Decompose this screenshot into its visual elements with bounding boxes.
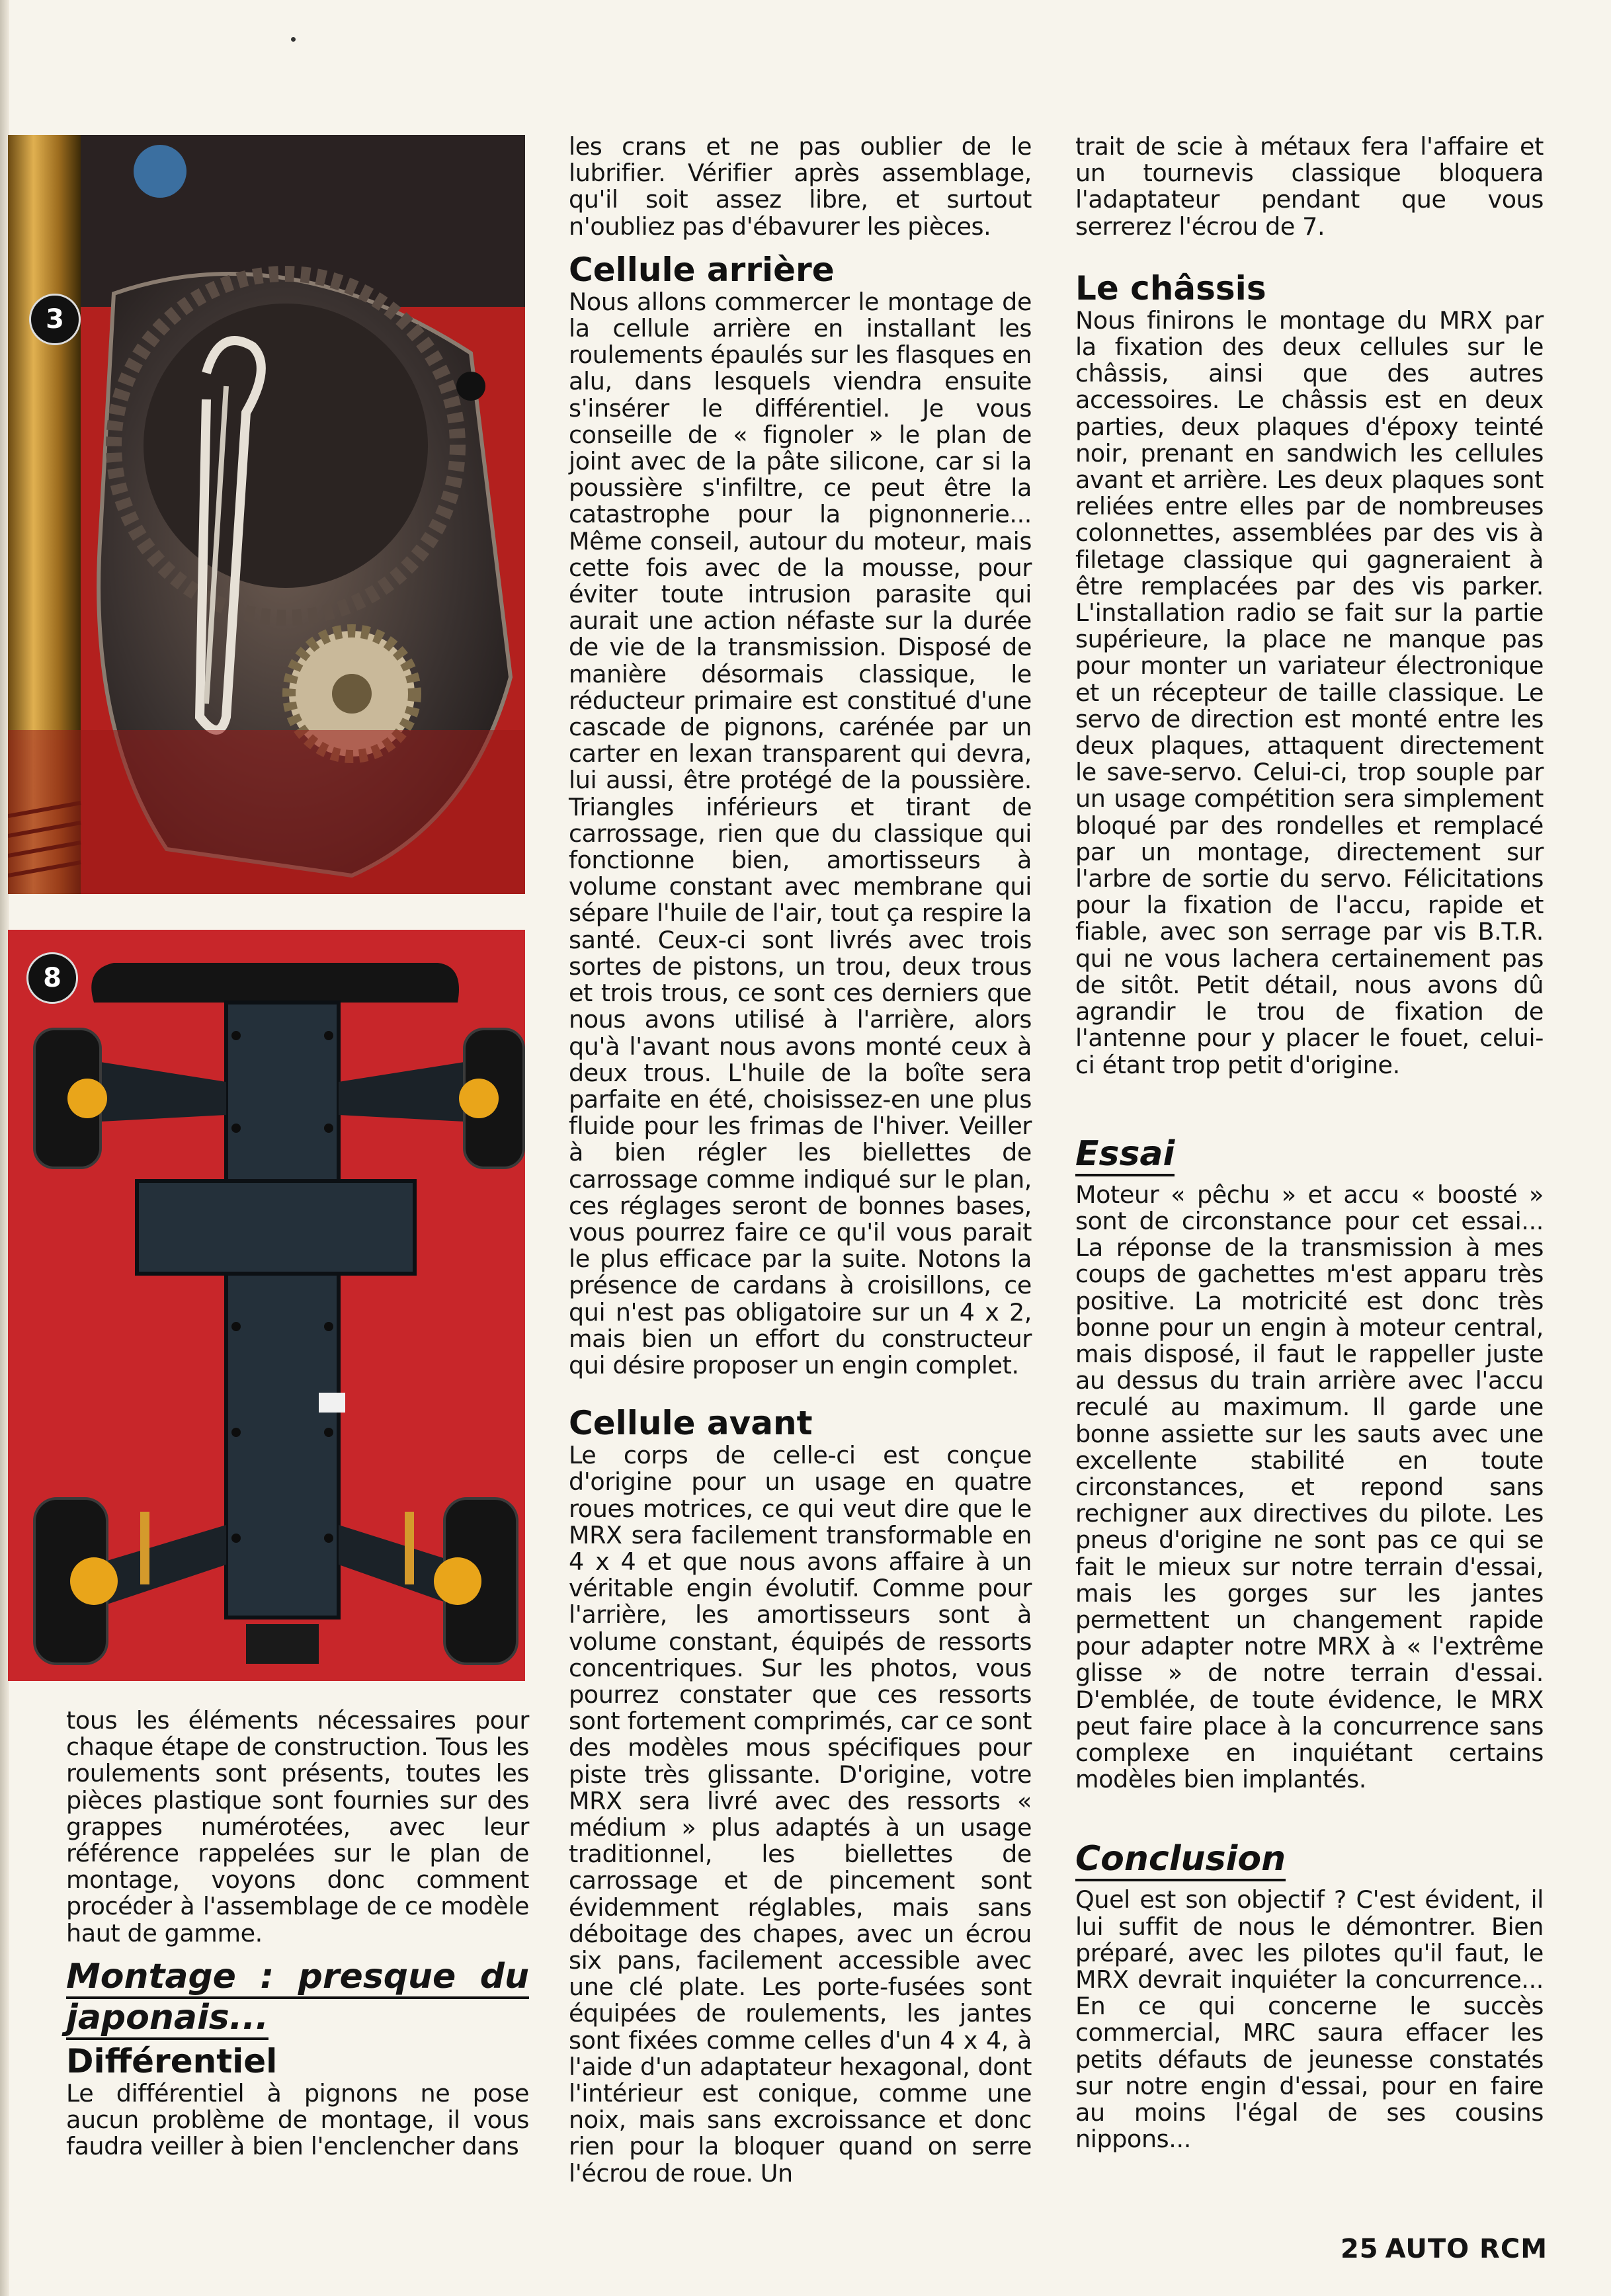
photo-chassis bbox=[8, 930, 525, 1681]
page-number: 25 bbox=[1340, 2234, 1379, 2264]
column-1 bbox=[66, 1707, 529, 2160]
gearbox-illustration bbox=[8, 135, 525, 894]
column-2 bbox=[569, 134, 1032, 2187]
photo-number-badge: 8 bbox=[26, 952, 78, 1004]
conclusion-paragraph: Quel est son objectif ? C'est évident, il lui suffit de nous le démontrer. Bien préparé, avec les pilotes qu'il faut, le MRX devrait inquiéter la concurrence... En ce qui concerne le succès commercial, MRC saura effacer les petits défauts de jeunesse constatés sur notre engin d'essai, pour en faire au moins l'égal de ses cousins nippons... bbox=[1075, 1885, 1544, 2154]
cellule-avant-paragraph: Le corps de celle-ci est conçue d'origine pour un usage en quatre roues motrices, ce qui veut dire que le MRX sera facilement transformable en 4 x 4 et que nous avons affaire à un véritable engin évolutif. Comme pour l'arrière, les amortisseurs sont à volume constant, équipés de ressorts concentriques. Sur les photos, vous pourrez constater que ces ressorts sont fortement comprimés, car ce sont des modèles mous spécifiques pour piste très glissante. D'origine, votre MRX sera livré avec des ressorts « médium » plus adaptés à un usage traditionnel, les biellettes de carrossage et de pincement sont évidemment réglables, mais sans déboitage des chapes, avec un écrou six pans, facilement accessible avec une clé plate. Les porte-fusées sont équipées de roulements, les jantes sont fixées comme celles d'un 4 x 4, à l'aide d'un adaptateur hexagonal, dont l'intérieur est conique, comme une noix, mais sans excroissance et donc rien pour la bloquer quand on serre l'écrou de roue. Un bbox=[569, 1441, 1032, 2188]
cellule-arriere-heading: Cellule arrière bbox=[569, 250, 835, 289]
cellule-arriere-paragraph: Nous allons commercer le montage de la cellule arrière en installant les roulements épaulés sur les flasques en alu, dans lesquels viendra ensuite s'insérer le différentiel. Je vous conseille de « fignoler » le plan de joint avec de la pâte silicone, car si la poussière s'infiltre, ce peut être la catastrophe pour la pignonnerie... Même conseil, autour du moteur, mais cette fois avec de la mousse, pour éviter toute intrusion parasite qui aurait une action néfaste sur la durée de vie de la transmission. Disposé de manière désormais classique, le réducteur primaire est constitué d'une cascade de pignons, carénée par un carter en lexan transparent qui devra, lui aussi, être protégé de la poussière. Triangles inférieurs et tirant de carrossage, rien que du classique qui fonctionne bien, amortisseurs à volume constant avec membrane qui sépare l'huile de l'air, tout ça respire la santé. Ceux-ci sont livrés avec trois sortes de pistons, un trou, deux trous et trois trous, ce sont ces derniers que nous avons utilisé à l'arrière, alors qu'à l'avant nous avons monté ceux à deux trous. L'huile de la boîte sera parfaite en été, choisissez-en une plus fluide pour les frimas de l'hiver. Veiller à bien régler les biellettes de carrossage comme indiqué sur le plan, ces réglages seront de bonnes bases, vous pourrez faire ce qu'il vous parait le plus efficace par la suite. Notons la présence de cardans à croisillons, ce qui n'est pas obligatoire sur un 4 x 2, mais bien un effort du constructeur qui désire proposer un engin complet. bbox=[569, 287, 1032, 1379]
page-folio bbox=[1341, 2234, 1548, 2264]
print-speck bbox=[291, 37, 296, 42]
montage-heading: Montage : presque du japonais... bbox=[66, 1956, 529, 2038]
photo-number-badge: 3 bbox=[29, 294, 81, 345]
column-3 bbox=[1075, 134, 1544, 2152]
conclusion-heading: Conclusion bbox=[1075, 1840, 1286, 1881]
differentiel-paragraph: Le différentiel à pignons ne pose aucun problème de montage, il vous faudra veiller à bien l'enclencher dans bbox=[66, 2078, 529, 2161]
magazine-name: AUTO RCM bbox=[1385, 2234, 1548, 2264]
chassis-illustration bbox=[8, 930, 525, 1681]
cellule-avant-heading: Cellule avant bbox=[569, 1404, 813, 1443]
photo-gearbox bbox=[8, 135, 525, 894]
differentiel-heading: Différentiel bbox=[66, 2041, 278, 2080]
column-3-continuation: trait de scie à métaux fera l'affaire et un tournevis classique bloquera l'adaptateur pendant que vous serrerez l'écrou de 7. bbox=[1075, 132, 1544, 241]
chassis-paragraph: Nous finirons le montage du MRX par la fixation des deux cellules sur le châssis, ainsi que des autres accessoires. Le châssis est en deux parties, deux plaques d'époxy teinté noir, prenant en sandwich les cellules avant et arrière. Les deux plaques sont reliées entre elles par de nombreuses colonnettes, assemblées par des vis à filetage classique qui gagneraient à être remplacées par des vis parker. L'installation radio se fait sur la partie supérieure, la place ne manque pas pour monter un variateur électronique et un récepteur de taille classique. Le servo de direction est monté entre les deux plaques, attaquent directement le save-servo. Celui-ci, trop souple par un usage compétition sera simplement bloqué par des rondelles et remplacé par un montage, directement sur l'arbre de sortie du servo. Félicitations pour la fixation de l'accu, rapide et fiable, avec son serrage par vis B.T.R. qui ne vous lachera certainement pas de sitôt. Petit détail, nous avons dû agrandir le trou de fixation de l'antenne pour y placer le fouet, celui-ci étant trop petit d'origine. bbox=[1075, 306, 1544, 1079]
intro-paragraph: tous les éléments nécessaires pour chaque étape de construction. Tous les roulements sont présents, toutes les pièces plastique sont fournies sur des grappes numérotées, avec leur référence rappelées sur le plan de montage, voyons donc comment procéder à l'assemblage de ce modèle haut de gamme. bbox=[66, 1706, 529, 1948]
chassis-heading: Le châssis bbox=[1075, 268, 1266, 308]
column-2-continuation: les crans et ne pas oublier de le lubrifier. Vérifier après assemblage, qu'il soit assez libre, et surtout n'oubliez pas d'ébavurer les pièces. bbox=[569, 132, 1032, 241]
essai-heading: Essai bbox=[1075, 1135, 1175, 1176]
essai-paragraph: Moteur « pêchu » et accu « boosté » sont de circonstance pour cet essai... La réponse de la transmission à mes coups de gachettes m'est apparu très positive. La motricité est donc très bonne pour un engin à moteur central, mais disposé, il faut le rappeller juste au dessus du train arrière avec l'accu reculé au maximum. Il garde une bonne assiette sur les sauts avec une excellente stabilité en toute circonstances, et repond sans rechigner aux directives du pilote. Les pneus d'origine ne sont pas ce qui se fait le mieux sur notre terrain d'essai, mais les gorges sur les jantes permettent un changement rapide pour adapter notre MRX à « l'extrême glisse » de notre terrain d'essai. D'emblée, de toute évidence, le MRX peut faire place à la concurrence sans complexe en inquiétant certains modèles bien implantés. bbox=[1075, 1180, 1544, 1794]
